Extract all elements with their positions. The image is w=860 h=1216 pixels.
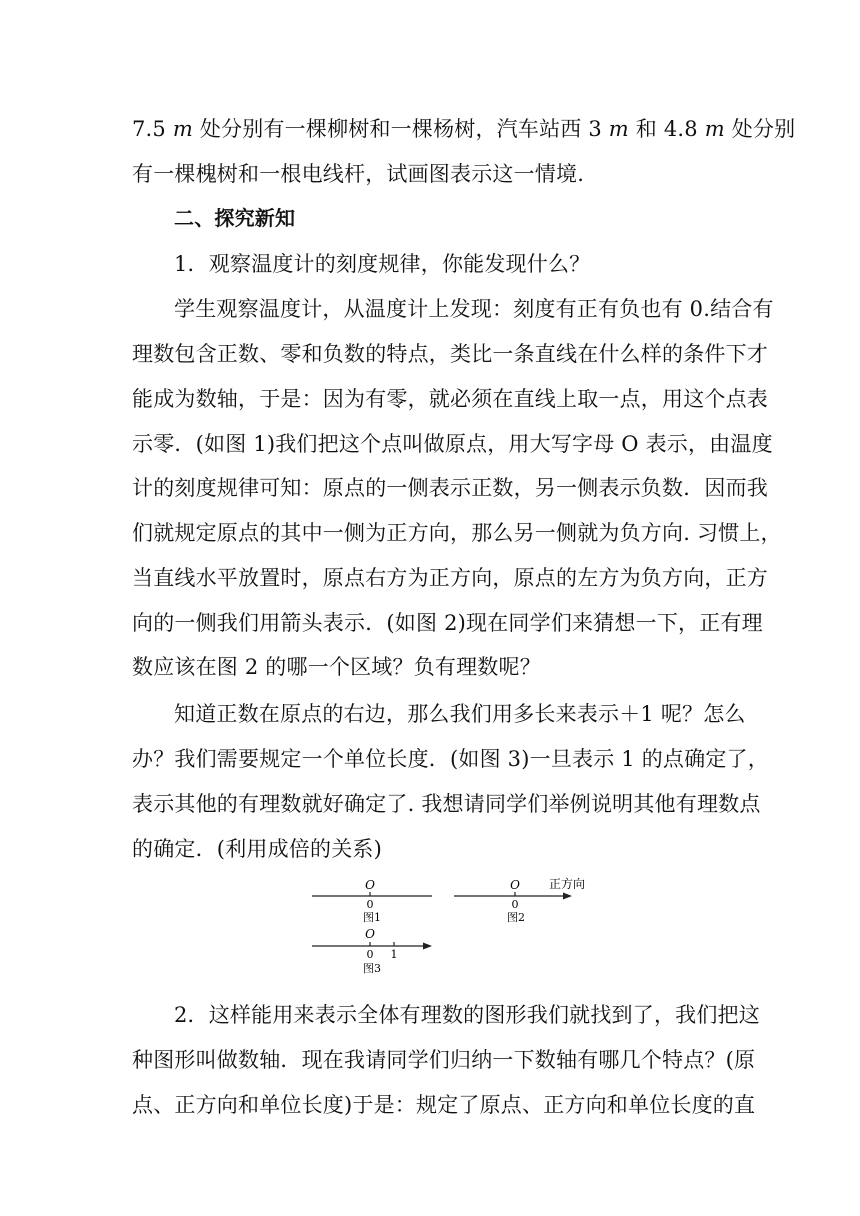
unit-line: 知道正数在原点的右边，那么我们用多长来表示＋1 呢？怎么 <box>174 702 746 726</box>
text-run: 7.5 <box>132 117 173 141</box>
fig2-direction-label: 正方向 <box>549 877 586 891</box>
fig2-zero-label: 0 <box>511 898 519 911</box>
fig3-zero-label: 0 <box>366 948 374 961</box>
text-run: 处分别 <box>724 117 796 141</box>
fig3-caption: 图3 <box>363 962 381 975</box>
text-run: 和 4.8 <box>628 117 705 141</box>
fig2-caption: 图2 <box>507 911 525 924</box>
number-line-figures <box>300 872 600 980</box>
question-1: 1．观察温度计的刻度规律，你能发现什么？ <box>174 252 591 276</box>
number-line-text: 2．这样能用来表示全体有理数的图形我们就找到了，我们把这 <box>174 1003 760 1027</box>
fig2-origin-label: O <box>510 878 520 892</box>
fig1-zero-label: 0 <box>366 898 374 911</box>
figure-1 <box>312 878 432 924</box>
observe-line: 学生观察温度计，从温度计上发现：刻度有正有负也有 0.结合有 <box>174 297 774 321</box>
observe-line: 计的刻度规律可知：原点的一侧表示正数，另一侧表示负数．因而我 <box>132 476 768 500</box>
figure-2 <box>454 876 585 924</box>
fig3-origin-label: O <box>365 927 375 941</box>
unit-m: m <box>608 117 629 141</box>
number-line-text: 点、正方向和单位长度)于是：规定了原点、正方向和单位长度的直 <box>132 1093 756 1117</box>
observe-line: 们就规定原点的其中一侧为正方向，那么另一侧就为负方向. 习惯上， <box>132 521 782 545</box>
unit-line: 办？我们需要规定一个单位长度．(如图 3)一旦表示 1 的点确定了， <box>132 747 769 771</box>
unit-m: m <box>172 117 193 141</box>
observe-line: 能成为数轴，于是：因为有零，就必须在直线上取一点，用这个点表 <box>132 387 768 411</box>
fig3-one-label: 1 <box>390 948 398 961</box>
section-heading: 二、探究新知 <box>174 206 296 230</box>
fig1-caption: 图1 <box>363 911 381 924</box>
observe-line: 数应该在图 2 的哪一个区域？负有理数呢？ <box>132 655 541 679</box>
intro-line-1 <box>132 114 795 144</box>
unit-m: m <box>704 117 725 141</box>
intro-line-2: 有一棵槐树和一根电线杆，试画图表示这一情境. <box>132 162 585 186</box>
observe-line: 示零．(如图 1)我们把这个点叫做原点，用大写字母 O 表示，由温度 <box>132 432 773 456</box>
fig2-arrow-head <box>563 893 572 900</box>
observe-line: 当直线水平放置时，原点右方为正方向，原点的左方为负方向，正方 <box>132 566 768 590</box>
unit-line: 表示其他的有理数就好确定了. 我想请同学们举例说明其他有理数点 <box>132 792 761 816</box>
figure-3 <box>312 927 432 975</box>
fig3-arrow-head <box>423 943 432 950</box>
observe-line: 向的一侧我们用箭头表示．(如图 2)现在同学们来猜想一下，正有理 <box>132 611 763 635</box>
text-run: 处分别有一棵柳树和一棵杨树，汽车站西 3 <box>193 117 609 141</box>
unit-line: 的确定．(利用成倍的关系) <box>132 837 382 861</box>
fig1-origin-label: O <box>365 878 375 892</box>
number-line-text: 种图形叫做数轴．现在我请同学们归纳一下数轴有哪几个特点？(原 <box>132 1048 756 1072</box>
observe-line: 理数包含正数、零和负数的特点，类比一条直线在什么样的条件下才 <box>132 342 768 366</box>
